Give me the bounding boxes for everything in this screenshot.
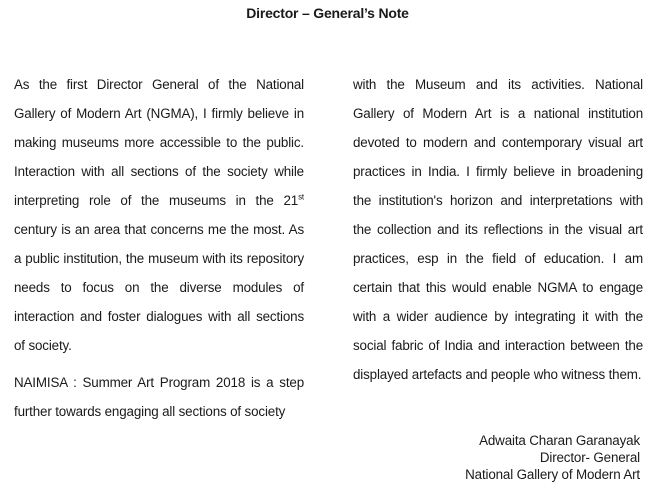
paragraph-naimisa: NAIMISA : Summer Art Program 2018 is a step further towards engaging all sections of society bbox=[14, 375, 304, 419]
left-column bbox=[14, 70, 304, 426]
ordinal-suffix: st bbox=[298, 192, 304, 202]
page-title: Director – General’s Note bbox=[246, 5, 409, 21]
signatory-position: Director- General bbox=[539, 450, 640, 465]
signatory-name: Adwaita Charan Garanayak bbox=[479, 433, 640, 448]
paragraph-intro-text-a: As the first Director General of the National Gallery of Modern Art (NGMA), I firmly believe in making museums more accessible to the public. Interaction with all sections of the society while interpreting role of the museums in the 21 bbox=[14, 77, 304, 208]
paragraph-continuation: with the Museum and its activities. National Gallery of Modern Art is a national institution devoted to modern and contemporary visual art practices in India. I firmly believe in broadening the institution's horizon and interpretations with the collection and its reflections in the visual art practices, esp in the field of education. I am certain that this would enable NGMA to engage with a wider audience by integrating it with the social fabric of India and interaction between the displayed artefacts and people who witness them. bbox=[353, 77, 643, 382]
paragraph-intro bbox=[14, 70, 304, 360]
paragraph-intro-text-b: century is an area that concerns me the most. As a public institution, the museum with its repository needs to focus on the diverse modules of interaction and foster dialogues with all sections of society. bbox=[14, 222, 304, 353]
signatory-organization: National Gallery of Modern Art bbox=[465, 467, 640, 482]
signature-block bbox=[465, 432, 640, 483]
right-column bbox=[353, 70, 643, 389]
